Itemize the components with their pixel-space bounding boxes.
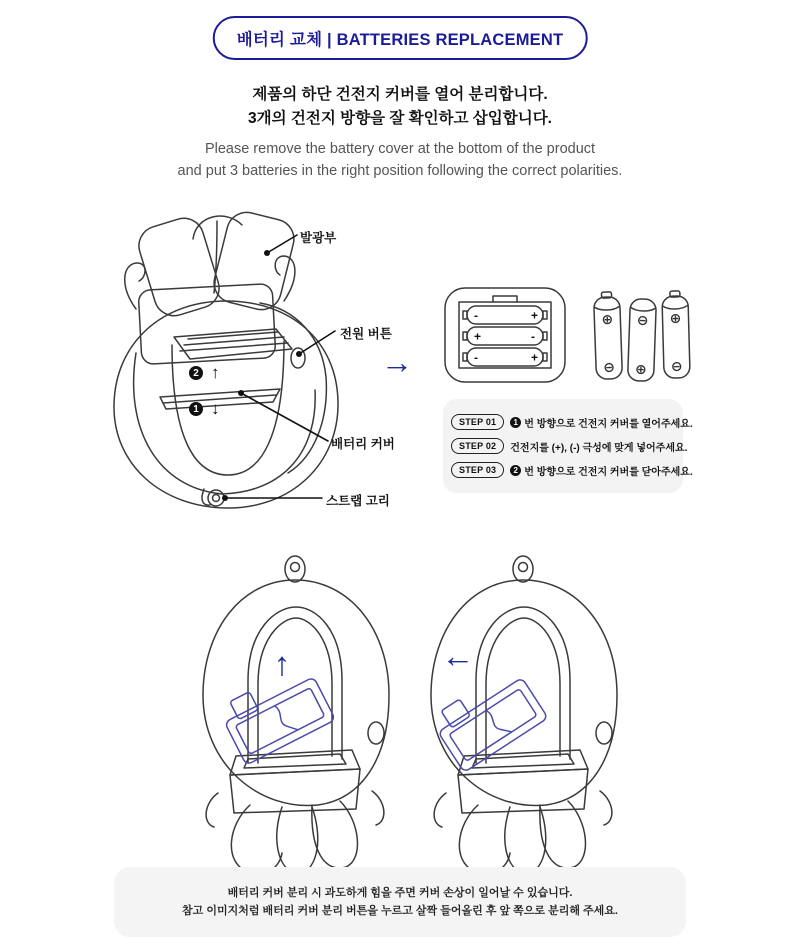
battery-1-bottom-sign: ⊖ (602, 358, 616, 376)
battery-1 (593, 292, 622, 380)
page-title (213, 16, 588, 60)
cover-removal-diagrams (150, 553, 670, 883)
label-strap-loop: 스트랩 고리 (326, 494, 390, 508)
intro-english-line2: and put 3 batteries in the right position following the correct polarities. (177, 163, 623, 179)
step-row-1 (451, 414, 693, 430)
caution-line2: 참고 이미지처럼 배터리 커버 분리 버튼을 누르고 살짝 들어올린 후 앞 쪽으로 분리해 주세요. (182, 905, 618, 917)
step3-text: 2 번 방향으로 건전지 커버를 닫아주세요. (510, 463, 692, 478)
battery-2-top-sign: ⊖ (636, 311, 649, 329)
intro-korean (0, 83, 800, 131)
battery-1-top-sign: ⊕ (601, 310, 614, 328)
caution-note (114, 867, 686, 937)
label-light-part: 발광부 (300, 231, 337, 245)
batteries-diagram (592, 290, 696, 387)
polarity-row3-left: - (474, 350, 478, 365)
polarity-row2-right: - (531, 329, 535, 344)
mark-open-direction (189, 399, 220, 418)
battery-3 (662, 291, 690, 379)
page-title-text: 배터리 교체 | BATTERIES REPLACEMENT (236, 31, 564, 49)
polarity-row3-right: + (531, 350, 539, 365)
intro-korean-line1: 제품의 하단 건전지 커버를 열어 분리합니다. (252, 86, 548, 103)
polarity-row1-right: + (531, 308, 539, 323)
up-arrow-icon: ↑ (211, 363, 220, 382)
down-arrow-icon: ↓ (211, 399, 220, 418)
leader-light-part (267, 235, 297, 253)
caution-line1: 배터리 커버 분리 시 과도하게 힘을 주면 커버 손상이 일어날 수 있습니다. (227, 887, 573, 899)
step2-badge: STEP 02 (451, 438, 504, 454)
label-power-button: 전원 버튼 (340, 327, 392, 341)
step-row-2 (451, 438, 688, 454)
step2-text: 건전지를 (+), (-) 극성에 맞게 넣어주세요. (510, 442, 688, 454)
pull-left-arrow-icon: ← (441, 637, 475, 674)
step1-badge: STEP 01 (451, 414, 504, 430)
leader-power-button (299, 331, 335, 354)
step-row-3 (451, 462, 693, 478)
step1-circled-number: 1 (510, 417, 521, 428)
intro-korean-line2: 3개의 건전지 방향을 잘 확인하고 삽입합니다. (248, 110, 552, 127)
open-step-number: 1 (189, 402, 203, 416)
step3-badge: STEP 03 (451, 462, 504, 478)
removal-figure-left (203, 556, 389, 875)
label-battery-cover: 배터리 커버 (331, 437, 395, 451)
battery-3-bottom-sign: ⊖ (670, 357, 683, 375)
intro-english (0, 138, 800, 182)
lift-up-arrow-icon: ↑ (273, 645, 291, 682)
steps-panel (443, 399, 693, 493)
battery-compartment-diagram (443, 286, 567, 384)
right-arrow-icon: → (381, 344, 413, 380)
battery-2-bottom-sign: ⊕ (634, 360, 648, 378)
removal-figure-right (431, 556, 617, 875)
product-back-diagram (100, 205, 400, 520)
battery-2 (628, 299, 657, 382)
intro-english-line1: Please remove the battery cover at the bottom of the product (204, 141, 596, 157)
polarity-row1-left: - (474, 308, 478, 323)
step1-text: 1 번 방향으로 건전지 커버를 열어주세요. (510, 415, 692, 430)
mark-close-direction (189, 363, 220, 382)
step3-circled-number: 2 (510, 465, 521, 476)
close-step-number: 2 (189, 366, 203, 380)
polarity-row2-left: + (474, 329, 482, 344)
battery-3-top-sign: ⊕ (669, 309, 682, 327)
